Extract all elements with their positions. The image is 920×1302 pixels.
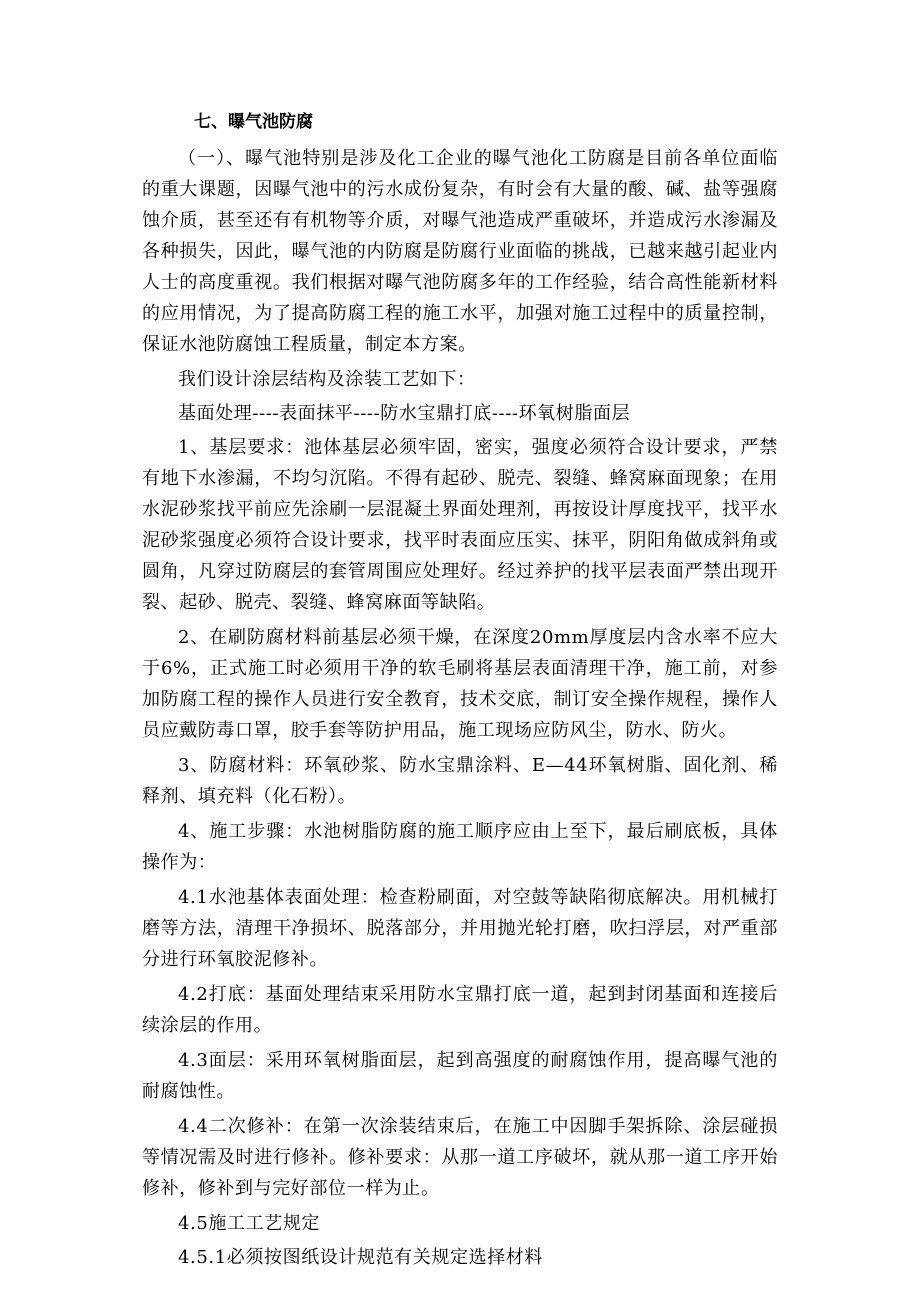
paragraph-step-4-5-1: 4.5.1必须按图纸设计规范有关规定选择材料 (178, 1247, 543, 1268)
paragraph-step-4-5: 4.5施工工艺规定 (178, 1213, 321, 1234)
document-body (142, 110, 778, 1276)
paragraph-step-4-4: 4.4二次修补：在第一次涂装结束后，在施工中因脚手架拆除、涂层碰损等情况需及时进行修补。修补要求：从那一道工序破坏，就从那一道工序开始修补，修补到与完好部位一样为止。 (142, 1116, 778, 1199)
paragraph-intro: （一）、曝气池特别是涉及化工企业的曝气池化工防腐是目前各单位面临的重大课题，因曝气池中的污水成份复杂，有时会有大量的酸、碱、盐等强腐蚀介质，甚至还有有机物等介质，对曝气池造成严重破坏，并造成污水渗漏及各种损失，因此，曝气池的内防腐是防腐行业面临的挑战，已越来越引起业内人士的高度重视。我们根据对曝气池防腐多年的工作经验，结合高性能新材料的应用情况，为了提高防腐工程的施工水平，加强对施工过程中的质量控制，保证水池防腐蚀工程质量，制定本方案。 (142, 148, 778, 355)
paragraph-steps: 4、施工步骤：水池树脂防腐的施工顺序应由上至下，最后刷底板，具体操作为： (142, 821, 778, 873)
paragraph-step-4-2: 4.2打底：基面处理结束采用防水宝鼎打底一道，起到封闭基面和连接后续涂层的作用。 (142, 984, 778, 1036)
paragraph-process-flow: 基面处理----表面抹平----防水宝鼎打底----环氧树脂面层 (178, 403, 631, 424)
paragraph-materials: 3、防腐材料：环氧砂浆、防水宝鼎涂料、E—44环氧树脂、固化剂、稀释剂、填充料（化石粉）。 (142, 755, 778, 807)
section-heading: 七、曝气池防腐 (194, 112, 313, 132)
paragraph-step-4-3: 4.3面层：采用环氧树脂面层，起到高强度的耐腐蚀作用，提高曝气池的耐腐蚀性。 (142, 1050, 778, 1102)
paragraph-base-requirements: 1、基层要求：池体基层必须牢固，密实，强度必须符合设计要求，严禁有地下水渗漏，不均匀沉陷。不得有起砂、脱壳、裂缝、蜂窝麻面现象；在用水泥砂浆找平前应先涂刷一层混凝土界面处理剂，再按设计厚度找平，找平水泥砂浆强度必须符合设计要求，找平时表面应压实、抹平，阴阳角做成斜角或圆角，凡穿过防腐层的套管周围应处理好。经过养护的找平层表面严禁出现开裂、起砂、脱壳、裂缝、蜂窝麻面等缺陷。 (142, 437, 778, 613)
paragraph-step-4-1: 4.1水池基体表面处理：检查粉刷面，对空鼓等缺陷彻底解决。用机械打磨等方法，清理干净损坏、脱落部分，并用抛光轮打磨，吹扫浮层，对严重部分进行环氧胶泥修补。 (142, 887, 778, 970)
paragraph-design-lead: 我们设计涂层结构及涂装工艺如下： (178, 369, 476, 390)
paragraph-dryness-safety: 2、在刷防腐材料前基层必须干燥，在深度20mm厚度层内含水率不应大于6%，正式施工时必须用干净的软毛刷将基层表面清理干净，施工前，对参加防腐工程的操作人员进行安全教育，技术交底，制订安全操作规程，操作人员应戴防毒口罩，胶手套等防护用品，施工现场应防风尘，防水、防火。 (142, 627, 778, 741)
